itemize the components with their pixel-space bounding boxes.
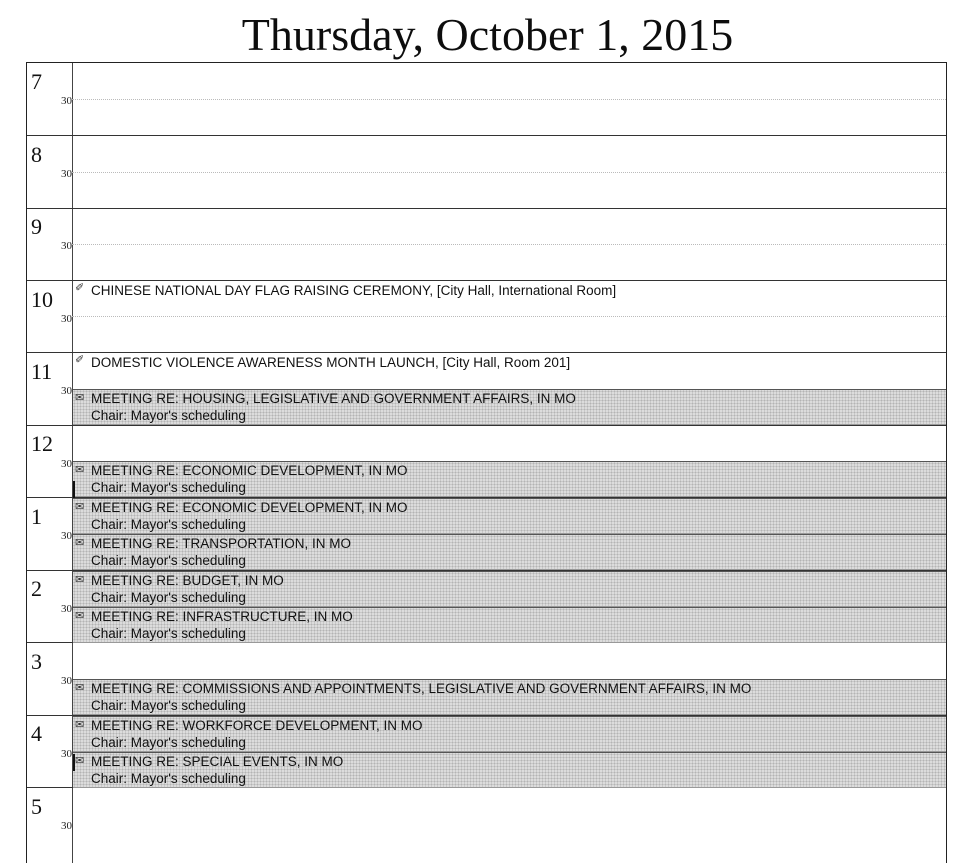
appointment-block[interactable]	[73, 571, 946, 607]
appointment-block[interactable]	[73, 607, 946, 643]
hour-separator	[27, 208, 946, 209]
half-hour-separator	[72, 316, 946, 317]
half-hour-separator	[72, 244, 946, 245]
meeting-icon: ✉	[75, 610, 85, 622]
meeting-icon: ✉	[75, 574, 85, 586]
half-hour-separator	[72, 99, 946, 100]
hour-label: 5	[31, 794, 42, 819]
hour-label: 12	[31, 431, 53, 456]
hour-separator	[27, 280, 946, 281]
half-hour-label: 30	[61, 530, 72, 542]
hour-label: 11	[31, 359, 53, 384]
appointment-chair: Chair: Mayor's scheduling	[91, 480, 246, 495]
half-hour-label: 30	[61, 603, 72, 615]
appointment-block[interactable]	[73, 716, 946, 752]
half-hour-label: 30	[61, 385, 72, 397]
meeting-icon: ✉	[75, 682, 85, 694]
appointment-chair: Chair: Mayor's scheduling	[91, 771, 246, 786]
appointment-subject: MEETING RE: ECONOMIC DEVELOPMENT, IN MO	[91, 463, 408, 478]
appointment-subject: MEETING RE: WORKFORCE DEVELOPMENT, IN MO	[91, 718, 423, 733]
event-icon: ✐	[75, 282, 85, 294]
half-hour-label: 30	[61, 748, 72, 760]
event-subject: DOMESTIC VIOLENCE AWARENESS MONTH LAUNCH, [City Hall, Room 201]	[91, 355, 571, 370]
appointment-subject: MEETING RE: INFRASTRUCTURE, IN MO	[91, 609, 353, 624]
appointment-chair: Chair: Mayor's scheduling	[91, 517, 246, 532]
half-hour-label: 30	[61, 313, 72, 325]
appointment-block[interactable]	[73, 461, 946, 497]
half-hour-label: 30	[61, 820, 72, 832]
hour-label: 2	[31, 576, 42, 601]
hour-separator	[27, 352, 946, 353]
half-hour-label: 30	[61, 168, 72, 180]
page-title: Thursday, October 1, 2015	[241, 9, 734, 60]
meeting-icon: ✉	[75, 537, 85, 549]
meeting-icon: ✉	[75, 719, 85, 731]
appointment-chair: Chair: Mayor's scheduling	[91, 698, 246, 713]
hour-label: 10	[31, 287, 53, 312]
appointment-block[interactable]	[73, 752, 946, 788]
appointment-block[interactable]	[73, 389, 946, 425]
hour-label: 4	[31, 721, 42, 746]
appointment-chair: Chair: Mayor's scheduling	[91, 735, 246, 750]
appointment-subject: MEETING RE: TRANSPORTATION, IN MO	[91, 536, 352, 551]
appointment-subject: MEETING RE: ECONOMIC DEVELOPMENT, IN MO	[91, 500, 408, 515]
half-hour-label: 30	[61, 458, 72, 470]
appointment-chair: Chair: Mayor's scheduling	[91, 590, 246, 605]
meeting-icon: ✉	[75, 464, 85, 476]
meeting-icon: ✉	[75, 501, 85, 513]
appointment-subject: MEETING RE: HOUSING, LEGISLATIVE AND GOVERNMENT AFFAIRS, IN MO	[91, 391, 576, 406]
hour-label: 3	[31, 649, 42, 674]
half-hour-label: 30	[61, 675, 72, 687]
hour-separator	[27, 425, 946, 426]
event-subject: CHINESE NATIONAL DAY FLAG RAISING CEREMONY, [City Hall, International Room]	[91, 283, 617, 298]
hour-label: 9	[31, 214, 42, 239]
appointment-chair: Chair: Mayor's scheduling	[91, 553, 246, 568]
busy-indicator	[73, 481, 75, 498]
half-hour-separator	[72, 172, 946, 173]
appointment-block[interactable]	[73, 679, 946, 715]
appointment-block[interactable]	[73, 498, 946, 534]
meeting-icon: ✉	[75, 755, 85, 767]
appointment-subject: MEETING RE: BUDGET, IN MO	[91, 573, 284, 588]
event-icon: ✐	[75, 354, 85, 366]
hour-label: 7	[31, 69, 42, 94]
hour-separator	[27, 135, 946, 136]
appointment-chair: Chair: Mayor's scheduling	[91, 408, 246, 423]
appointment-block[interactable]	[73, 534, 946, 570]
hour-label: 8	[31, 142, 42, 167]
half-hour-label: 30	[61, 240, 72, 252]
appointment-subject: MEETING RE: SPECIAL EVENTS, IN MO	[91, 754, 344, 769]
appointment-chair: Chair: Mayor's scheduling	[91, 626, 246, 641]
day-calendar-grid	[26, 62, 947, 863]
busy-indicator	[73, 754, 75, 771]
half-hour-label: 30	[61, 95, 72, 107]
appointment-subject: MEETING RE: COMMISSIONS AND APPOINTMENTS, LEGISLATIVE AND GOVERNMENT AFFAIRS, IN MO	[91, 681, 752, 696]
meeting-icon: ✉	[75, 392, 85, 404]
hour-label: 1	[31, 504, 42, 529]
